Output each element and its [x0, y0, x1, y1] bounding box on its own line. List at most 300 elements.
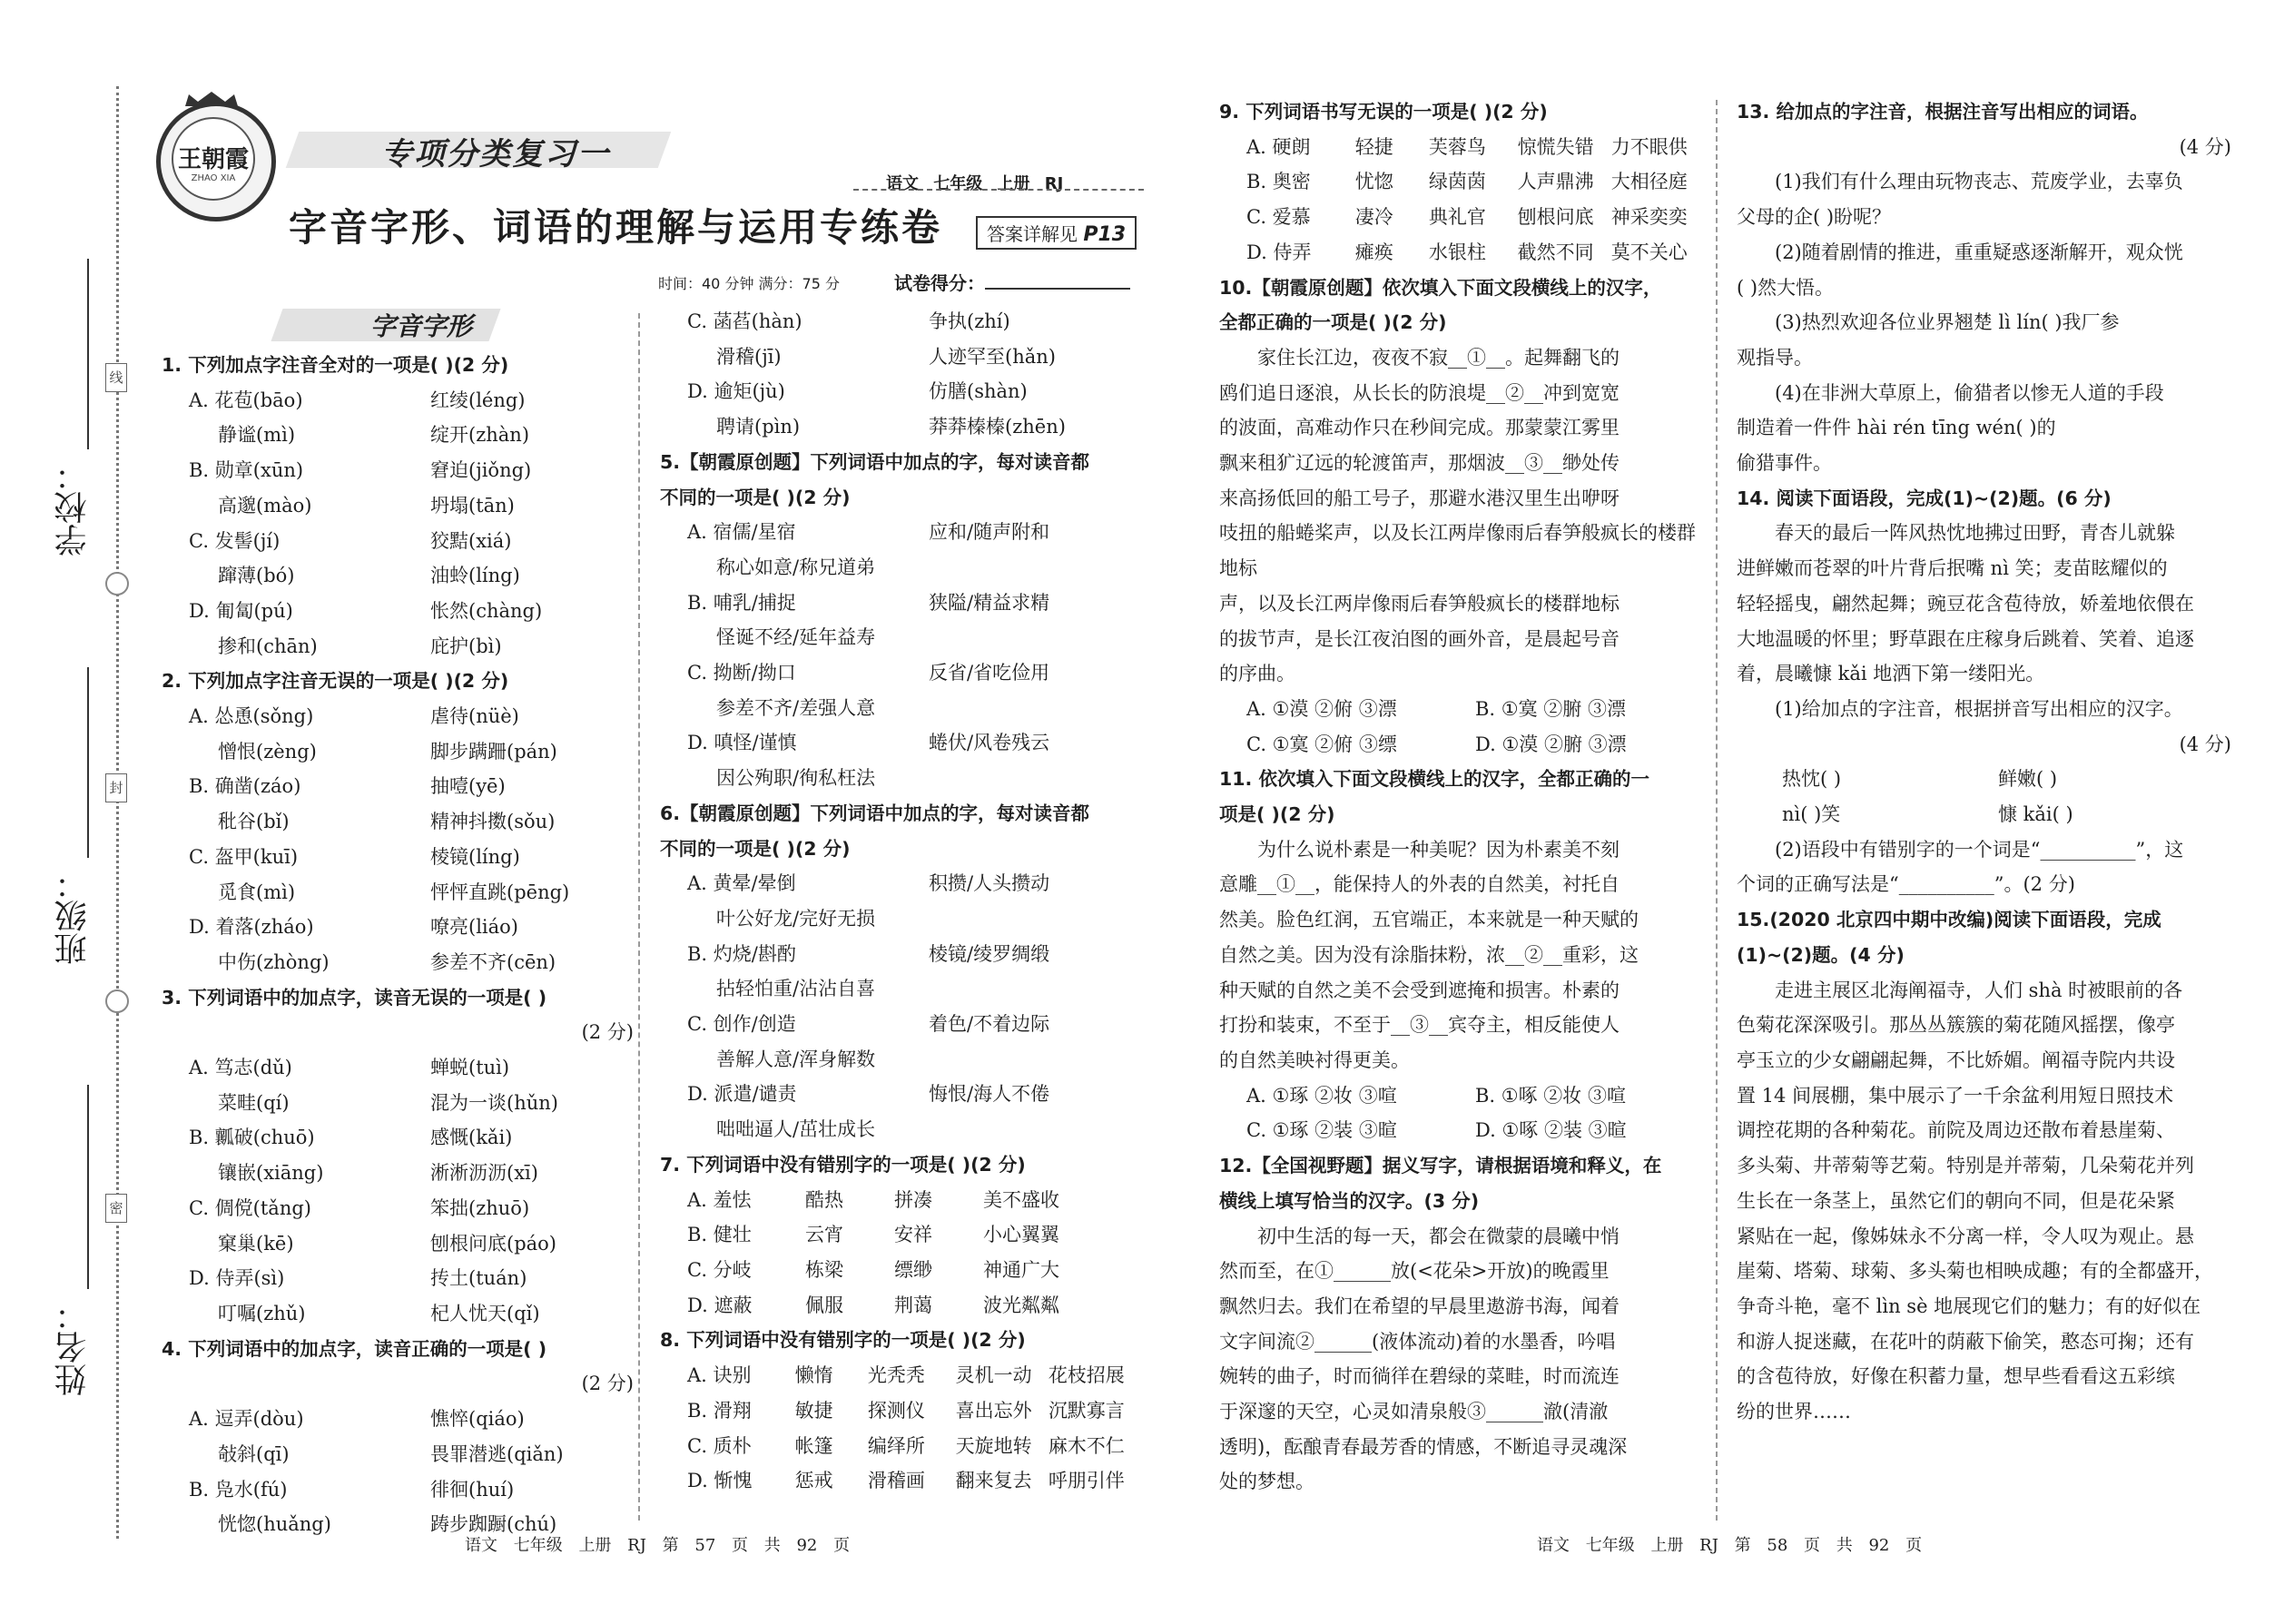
option-word: 编绎所 — [867, 1434, 925, 1457]
passage-line: ( )然大悟。 — [1737, 276, 1835, 299]
question-stem: 8. 下列词语中没有错别字的一项是( )(2 分) — [660, 1329, 1026, 1352]
option-row — [162, 945, 634, 980]
option-item: 踌步踟蹰(chú) — [430, 1513, 557, 1536]
passage-line: 的波面，高难动作只在秒间完成。那蒙蒙江雾里 — [1219, 417, 1620, 439]
question-stem: 13. 给加点的字注音，根据注音写出相应的词语。 — [1737, 101, 2149, 123]
question-column-4 — [1737, 94, 2231, 1430]
passage-line: 走进主展区北海阐福寺，人们 shà 时被眼前的各 — [1775, 979, 2183, 1001]
option-item: 笨拙(zhuō) — [430, 1196, 530, 1219]
option-item: 坍塌(tān) — [430, 494, 515, 517]
option-item: 觅食(mì) — [218, 881, 296, 903]
option-word: 凄冷 — [1354, 206, 1393, 229]
option-item: 滑稽(jī) — [716, 345, 782, 368]
option-item: 咄咄逼人/茁壮成长 — [716, 1118, 876, 1141]
option-item: 抟土(tuán) — [430, 1267, 527, 1290]
passage-line: 种天赋的自然之美不会受到遮掩和损害。朴素的 — [1219, 979, 1620, 1001]
option-row — [1219, 692, 1705, 727]
option-row — [1219, 200, 1705, 235]
question-column-1 — [162, 348, 634, 1542]
option-word: 典礼官 — [1428, 206, 1486, 229]
option-row — [660, 1077, 1141, 1112]
option-word: 沉默寡言 — [1048, 1399, 1125, 1422]
option-row — [162, 453, 634, 488]
option-item: 蝉蜕(tuì) — [430, 1057, 510, 1079]
page-title: 字音字形、词语的理解与运用专练卷 — [289, 205, 943, 250]
option-word: 惊慌失错 — [1517, 135, 1594, 158]
option-row — [660, 515, 1141, 550]
passage-line: 大地温暖的怀里；野草跟在庄稼身后跳着、笑着、追逐 — [1737, 627, 2194, 650]
passage-line: 多头菊、井蒂菊等艺菊。特别是并蒂菊，几朵菊花并列 — [1737, 1155, 2194, 1177]
passage-line: 着，晨曦慷 kǎi 地洒下第一缕阳光。 — [1737, 663, 2045, 685]
option-row — [660, 586, 1141, 621]
passage-line: (2)语段中有错别字的一个词是“__________”，这 — [1775, 838, 2184, 861]
option-item: D. 侍弄(sì) — [189, 1267, 285, 1290]
option-row — [660, 1253, 1141, 1288]
series-banner: 专项分类复习一 — [381, 136, 610, 172]
option-item — [929, 971, 1141, 1007]
option-row — [660, 304, 1141, 340]
passage-line: 色菊花深深吸引。那丛丛簇簇的菊花随风摇摆，像亭 — [1737, 1014, 2175, 1037]
option-word: D. 惭愧 — [687, 1470, 753, 1492]
option-item — [929, 901, 1141, 937]
option-word: 佩服 — [805, 1294, 843, 1316]
option-word: 灵机一动 — [955, 1364, 1032, 1387]
option-row — [1219, 1113, 1705, 1148]
option-word: 刨根问底 — [1517, 206, 1594, 229]
subject-line: 语文 七年级 上册 RJ — [886, 174, 1064, 193]
question-stem: 全都正确的一项是( )(2 分) — [1219, 311, 1447, 334]
passage-line: 飘然归去。我们在希望的早晨里遨游书海，闻着 — [1219, 1294, 1620, 1317]
option-item: 憎恨(zèng) — [218, 740, 317, 763]
option-item: B. 勋章(xūn) — [189, 459, 304, 482]
option-word: D. ①漠 ②腑 ③漂 — [1475, 733, 1627, 755]
option-word: 敏捷 — [794, 1399, 833, 1422]
question-stem: 12.【全国视野题】据义写字，请根据语境和释义，在 — [1219, 1155, 1662, 1177]
option-item — [929, 620, 1141, 655]
option-row — [660, 725, 1141, 761]
passage-line: 个词的正确写法是“__________”。(2 分) — [1737, 873, 2075, 896]
option-word: B. 奥密 — [1246, 171, 1311, 193]
question-stem: 6.【朝霞原创题】下列词语中加点的字，每对读音都 — [660, 802, 1090, 824]
option-row — [1737, 762, 2231, 797]
question-score: (2 分) — [581, 1373, 634, 1395]
option-item: 蜷伏/风卷残云 — [929, 732, 1050, 754]
passage-line: 和游人捉迷藏，在花叶的荫蔽下偷笑，憨态可掬；还有 — [1737, 1330, 2194, 1353]
passage-line: 父母的企( )盼呢？ — [1737, 206, 1892, 229]
option-item: 嘹亮(liáo) — [430, 916, 518, 939]
option-row — [162, 910, 634, 945]
brand-logo: 王朝霞 ZHAO XIA — [156, 102, 276, 221]
class-blank[interactable] — [87, 667, 89, 858]
option-row — [162, 558, 634, 594]
question-stem: 9. 下列词语书写无误的一项是( )(2 分) — [1219, 101, 1548, 123]
question-stem: 10.【朝霞原创题】依次填入下面文段横线上的汉字， — [1219, 276, 1662, 299]
option-word: 神采奕奕 — [1610, 206, 1688, 229]
class-label: 班级： — [54, 867, 92, 965]
question-stem: 4. 下列词语中的加点字，读音正确的一项是( ) — [162, 1337, 547, 1360]
option-item: 拈轻怕重/沾沾自喜 — [716, 978, 876, 1000]
option-word: 美不盛收 — [983, 1188, 1059, 1211]
option-item: D. 着落(zháo) — [189, 916, 314, 939]
option-word: 芙蓉鸟 — [1428, 135, 1486, 158]
time-score-info: 时间：40 分钟 满分：75 分 — [658, 275, 840, 292]
passage-line: 意雕__①__，能保持人的外表的自然美，衬托自 — [1219, 873, 1620, 896]
option-item: 中伤(zhòng) — [218, 950, 330, 973]
option-item: B. 瓤破(chuō) — [189, 1127, 315, 1149]
option-item: 狡黠(xiá) — [430, 529, 512, 552]
option-item: 菜畦(qí) — [218, 1091, 290, 1114]
passage-line: 飘来租犷辽远的轮渡笛声，那烟波__③__缈处传 — [1219, 452, 1620, 475]
option-item: 秕谷(bǐ) — [218, 811, 290, 833]
option-item: B. 确凿(záo) — [189, 775, 301, 798]
option-word: 花枝招展 — [1048, 1364, 1125, 1387]
option-word: 翻来复去 — [955, 1470, 1032, 1492]
question-stem: 7. 下列词语中没有错别字的一项是( )(2 分) — [660, 1153, 1026, 1176]
option-row — [660, 866, 1141, 901]
option-word: A. 硬朗 — [1246, 135, 1311, 158]
option-item: A. 怂恿(sǒng) — [189, 705, 314, 728]
question-score: (4 分) — [2179, 135, 2231, 158]
answer-reference: 答案详解见 P13 — [976, 216, 1137, 250]
option-row — [660, 620, 1141, 655]
option-word: 神通广大 — [983, 1258, 1059, 1281]
option-row — [1219, 1078, 1705, 1114]
option-word: 滑稽画 — [867, 1470, 925, 1492]
option-row — [1219, 235, 1705, 271]
option-word: 帐篷 — [794, 1434, 833, 1457]
option-row — [660, 1393, 1141, 1429]
option-row — [162, 488, 634, 524]
option-word: A. ①琢 ②妆 ③喧 — [1246, 1084, 1397, 1107]
passage-line: 吱扭的船蜷桨声，以及长江两岸像雨后春笋般疯长的楼群地标 — [1219, 522, 1696, 580]
option-word: 人声鼎沸 — [1517, 171, 1594, 193]
option-row — [660, 1463, 1141, 1499]
option-item: A. 逗弄(dòu) — [189, 1408, 304, 1431]
passage-line: 婉转的曲子，时而徜徉在碧绿的菜畦，时而流连 — [1219, 1365, 1620, 1388]
option-word: 惩戒 — [794, 1470, 833, 1492]
option-item: 绽开(zhàn) — [430, 424, 530, 447]
option-word: nì( )笑 — [1782, 803, 1841, 826]
option-row — [660, 1183, 1141, 1218]
option-item: 徘徊(huí) — [430, 1478, 515, 1501]
question-column-3 — [1219, 94, 1705, 1500]
option-row — [162, 769, 634, 804]
passage-line: 于深邃的天空，心灵如清泉般③______澈(清澈 — [1219, 1401, 1609, 1423]
option-row — [660, 340, 1141, 375]
option-row — [162, 1472, 634, 1508]
question-stem: 1. 下列加点字注音全对的一项是( )(2 分) — [162, 354, 509, 376]
passage-line: 文字间流②______(液体流动)着的水墨香，吟唱 — [1219, 1330, 1616, 1353]
option-item: 叮嘱(zhǔ) — [218, 1302, 306, 1324]
option-item: 畏罪潜逃(qiǎn) — [430, 1442, 564, 1465]
option-row — [660, 901, 1141, 937]
option-word: C. ①寞 ②俯 ③缥 — [1246, 733, 1397, 755]
option-word: 忧惚 — [1354, 171, 1393, 193]
option-row — [162, 875, 634, 910]
option-row — [660, 550, 1141, 586]
option-row — [162, 1050, 634, 1086]
passage-line: 的含苞待放，好像在积蓄力量，想早些看看这五彩缤 — [1737, 1365, 2175, 1388]
option-item: 静谧(mì) — [218, 424, 296, 447]
passage-line: 自然之美。因为没有涂脂抹粉，浓__②__重彩，这 — [1219, 943, 1639, 966]
option-item: 狭隘/精益求精 — [929, 591, 1050, 614]
passage-line: 初中生活的每一天，都会在微蒙的晨曦中悄 — [1257, 1225, 1620, 1247]
passage-line: 置 14 间展棚，集中展示了一千余盆利用短日照技术 — [1737, 1084, 2174, 1107]
school-blank[interactable] — [87, 259, 89, 449]
option-word: C. ①琢 ②装 ③暄 — [1246, 1119, 1397, 1142]
option-word: D. 遮蔽 — [687, 1294, 753, 1316]
option-row — [660, 1429, 1141, 1464]
passage-line: 偷猎事件。 — [1737, 452, 1832, 475]
passage-line: 然而至，在①______放(<花朵>开放)的晚霞里 — [1219, 1260, 1610, 1283]
option-item: 混为一谈(hǔn) — [430, 1091, 558, 1114]
option-item: 怪诞不经/延年益寿 — [716, 626, 876, 649]
option-item: B. 凫水(fú) — [189, 1478, 288, 1501]
option-row — [1737, 797, 2231, 832]
option-word: 缥缈 — [894, 1258, 932, 1281]
option-word: 麻木不仁 — [1048, 1434, 1125, 1457]
option-row — [162, 699, 634, 734]
option-item: 棱镜/绫罗绸缎 — [929, 942, 1050, 965]
option-row — [660, 761, 1141, 796]
option-item: 叶公好龙/完好无损 — [716, 907, 876, 930]
option-item: 镶嵌(xiāng) — [218, 1162, 324, 1185]
option-item: 仿膳(shàn) — [929, 380, 1028, 403]
option-item: C. 盔甲(kuī) — [189, 845, 299, 868]
page-footer: 语文 七年级 上册 RJ 第 58 页 共 92 页 — [1537, 1536, 1923, 1555]
title-divider — [853, 189, 1144, 191]
option-row — [162, 1402, 634, 1437]
passage-line: 轻轻摇曳，翩然起舞；豌豆花含苞待放，娇羞地依偎在 — [1737, 592, 2194, 615]
option-item: 憔悴(qiáo) — [430, 1408, 525, 1431]
option-row — [162, 524, 634, 559]
option-row — [162, 1191, 634, 1226]
passage-line: 观指导。 — [1737, 346, 1813, 369]
passage-line: 崖菊、塔菊、球菊、多头菊也相映成趣；有的全都盛开， — [1737, 1260, 2213, 1283]
option-row — [660, 409, 1141, 445]
question-stem: 横线上填写恰当的汉字。(3 分) — [1219, 1189, 1480, 1212]
passage-line: 处的梦想。 — [1219, 1471, 1314, 1493]
page-footer: 语文 七年级 上册 RJ 第 57 页 共 92 页 — [465, 1536, 851, 1555]
option-item: 参差不齐/差强人意 — [716, 696, 876, 719]
option-word: 截然不同 — [1517, 241, 1594, 263]
question-stem: 项是( )(2 分) — [1219, 803, 1335, 826]
option-item: 应和/随声附和 — [929, 521, 1050, 544]
name-label: 姓名： — [54, 1298, 92, 1396]
option-word: C. 爱慕 — [1246, 206, 1311, 229]
option-word: B. 健壮 — [687, 1224, 752, 1246]
option-row — [660, 691, 1141, 726]
passage-line: 鸥们追日逐浪，从长长的防浪堤__②__冲到宽宽 — [1219, 381, 1620, 404]
option-word: A. 羞怯 — [687, 1188, 752, 1211]
option-word: 探测仪 — [867, 1399, 925, 1422]
option-item: 莽莽榛榛(zhēn) — [929, 416, 1066, 438]
option-item: B. 哺乳/捕捉 — [687, 591, 796, 614]
seal-mark-line: 线 — [105, 363, 127, 392]
option-item: 脚步蹒跚(pán) — [430, 740, 557, 763]
option-word: 水银柱 — [1428, 241, 1486, 263]
option-item: A. 笃志(dǔ) — [189, 1057, 292, 1079]
option-item: D. 匍匐(pú) — [189, 599, 293, 622]
question-stem: 14. 阅读下面语段，完成(1)~(2)题。(6 分) — [1737, 487, 2112, 509]
option-row — [162, 1437, 634, 1472]
option-word: 天旋地转 — [955, 1434, 1032, 1457]
seal-mark-seal: 封 — [105, 773, 127, 802]
passage-line: 纷的世界…… — [1737, 1401, 1851, 1423]
score-field[interactable]: 试卷得分： — [894, 269, 1130, 295]
passage-line: 生长在一条茎上，虽然它们的朝向不同，但是花朵紧 — [1737, 1189, 2175, 1212]
option-item: C. 发髻(jí) — [189, 529, 281, 552]
option-item: 虐待(nüè) — [430, 705, 519, 728]
option-item: 称心如意/称兄道弟 — [716, 556, 876, 578]
option-item: 杞人忧天(qǐ) — [430, 1302, 540, 1324]
question-stem: 15.(2020 北京四中期中改编)阅读下面语段，完成 — [1737, 909, 2161, 931]
option-row — [660, 655, 1141, 691]
option-item: 聘请(pìn) — [716, 416, 801, 438]
option-word: B. ①啄 ②妆 ③喧 — [1475, 1084, 1626, 1107]
option-row — [162, 840, 634, 875]
passage-line: 紧贴在一起，像姊妹永不分离一样，令人叹为观止。悬 — [1737, 1225, 2194, 1247]
option-item: 怅然(chàng) — [430, 599, 543, 622]
passage-line: 的拔节声，是长江夜泊图的画外音，是晨起号音 — [1219, 627, 1620, 650]
option-item: 抽噎(yē) — [430, 775, 506, 798]
passage-line: 打扮和装束，不至于__③__宾夺主，相反能使人 — [1219, 1014, 1620, 1037]
option-row — [1219, 727, 1705, 763]
option-word: 光秃秃 — [867, 1364, 925, 1387]
option-word: 栋梁 — [805, 1258, 843, 1281]
binding-hole — [105, 572, 129, 595]
column-divider — [1716, 100, 1718, 1521]
option-word: B. 滑翔 — [687, 1399, 752, 1422]
question-stem: 3. 下列词语中的加点字，读音无误的一项是( ) — [162, 986, 547, 1009]
option-row — [162, 418, 634, 453]
seal-mark-secret: 密 — [105, 1194, 127, 1223]
option-word: 安祥 — [894, 1224, 932, 1246]
option-word: D. 侍弄 — [1246, 241, 1312, 263]
option-item: 精神抖擞(sǒu) — [430, 811, 556, 833]
option-item: 窘迫(jiǒng) — [430, 459, 532, 482]
option-item: 敧斜(qī) — [218, 1442, 290, 1465]
option-row — [162, 804, 634, 840]
option-word: 懒惰 — [794, 1364, 833, 1387]
question-stem: 不同的一项是( )(2 分) — [660, 837, 851, 860]
option-word: 慷 kǎi( ) — [1998, 803, 2073, 826]
option-word: 酷热 — [805, 1188, 843, 1211]
option-item: D. 派遣/谴责 — [687, 1083, 797, 1106]
option-row — [660, 1288, 1141, 1324]
option-item: 感慨(kǎi) — [430, 1127, 513, 1149]
option-word: 热忱( ) — [1782, 768, 1842, 791]
option-word: D. ①啄 ②装 ③暄 — [1475, 1119, 1627, 1142]
option-row — [660, 937, 1141, 972]
option-item: 恍惚(huǎng) — [218, 1513, 331, 1536]
option-item: 因公殉职/徇私枉法 — [716, 767, 876, 790]
option-word: 云宵 — [805, 1224, 843, 1246]
option-word: 呼朋引伴 — [1048, 1470, 1125, 1492]
option-item: 积攒/人头攒动 — [929, 872, 1050, 895]
passage-line: 为什么说朴素是一种美呢？因为朴素美不刻 — [1257, 838, 1620, 861]
option-word: 绿茵茵 — [1428, 171, 1486, 193]
option-word: 喜出忘外 — [955, 1399, 1032, 1422]
option-item: A. 宿儒/星宿 — [687, 521, 796, 544]
option-row — [162, 1156, 634, 1191]
option-item — [929, 761, 1141, 796]
option-row — [162, 383, 634, 418]
name-blank[interactable] — [87, 1085, 89, 1289]
option-item — [929, 691, 1141, 726]
passage-line: 调控花期的各种菊花。前院及周边还散布着悬崖菊、 — [1737, 1119, 2175, 1142]
option-row — [162, 734, 634, 770]
option-item — [929, 1112, 1141, 1147]
option-word: 莫不关心 — [1610, 241, 1688, 263]
option-row — [660, 1042, 1141, 1078]
option-row — [162, 1296, 634, 1332]
option-row — [162, 1120, 634, 1156]
question-stem: (1)~(2)题。(4 分) — [1737, 943, 1905, 966]
option-row — [660, 1217, 1141, 1253]
passage-line: 家住长江边，夜夜不寂__①__。起舞翻飞的 — [1257, 346, 1620, 369]
option-row — [1219, 130, 1705, 165]
option-word: 瘫痪 — [1354, 241, 1393, 263]
option-item: 善解人意/浑身解数 — [716, 1048, 876, 1070]
option-row — [660, 1007, 1141, 1042]
option-word: A. ①漠 ②俯 ③漂 — [1246, 697, 1397, 720]
option-item: D. 嗔怪/谨慎 — [687, 732, 797, 754]
option-row — [660, 1358, 1141, 1393]
passage-line: (3)热烈欢迎各位业界翘楚 lì lín( )我厂参 — [1775, 311, 2120, 334]
binding-margin — [0, 0, 123, 1624]
option-item: B. 灼烧/斟酌 — [687, 942, 796, 965]
question-stem: 2. 下列加点字注音无误的一项是( )(2 分) — [162, 670, 509, 693]
option-row — [1219, 164, 1705, 200]
option-row — [162, 1086, 634, 1121]
option-item: 着色/不着边际 — [929, 1013, 1050, 1036]
option-item: 窠巢(kē) — [218, 1232, 294, 1255]
option-row — [162, 1226, 634, 1262]
school-label: 学校： — [54, 458, 92, 556]
question-stem: 不同的一项是( )(2 分) — [660, 486, 851, 508]
passage-line: 春天的最后一阵风热忱地拂过田野，青杏儿就躲 — [1775, 522, 2175, 545]
option-row — [660, 374, 1141, 409]
option-item: 反省/省吃俭用 — [929, 662, 1050, 684]
option-item: C. 创作/创造 — [687, 1013, 796, 1036]
passage-line: (4)在非洲大草原上，偷猎者以惨无人道的手段 — [1775, 381, 2164, 404]
passage-line: 争奇斗艳，毫不 lìn sè 地展现它们的魅力；有的好似在 — [1737, 1294, 2201, 1317]
option-item: 掺和(chān) — [218, 635, 318, 657]
option-item — [929, 550, 1141, 586]
option-item: C. 菡萏(hàn) — [687, 310, 802, 332]
passage-line: 然美。脸色红润，五官端正，本来就是一种天赋的 — [1219, 909, 1639, 931]
option-word: 轻捷 — [1354, 135, 1393, 158]
right-page — [1147, 0, 2294, 1624]
option-row — [660, 1112, 1141, 1147]
passage-line: 透明)，酝酿青春最芳香的情感，不断追寻灵魂深 — [1219, 1435, 1628, 1458]
option-word: 鲜嫩( ) — [1998, 768, 2058, 791]
option-item: 刨根问底(páo) — [430, 1232, 556, 1255]
option-word: 荆蔼 — [894, 1294, 932, 1316]
option-word: C. 分岐 — [687, 1258, 752, 1281]
option-row — [660, 971, 1141, 1007]
passage-line: 制造着一件件 hài rén tīng wén( )的 — [1737, 417, 2056, 439]
question-score: (2 分) — [581, 1021, 634, 1044]
option-word: B. ①寞 ②腑 ③漂 — [1475, 697, 1626, 720]
passage-line: (1)我们有什么理由玩物丧志、荒废学业，去辜负 — [1775, 171, 2183, 193]
section-title: 字音字形 — [370, 311, 473, 341]
option-item: 人迹罕至(hǎn) — [929, 345, 1056, 368]
option-item: D. 逾矩(jù) — [687, 380, 785, 403]
passage-line: 亭玉立的少女翩翩起舞，不比娇媚。阐福寺院内共设 — [1737, 1048, 2175, 1071]
option-item: 红绫(léng) — [430, 389, 526, 411]
